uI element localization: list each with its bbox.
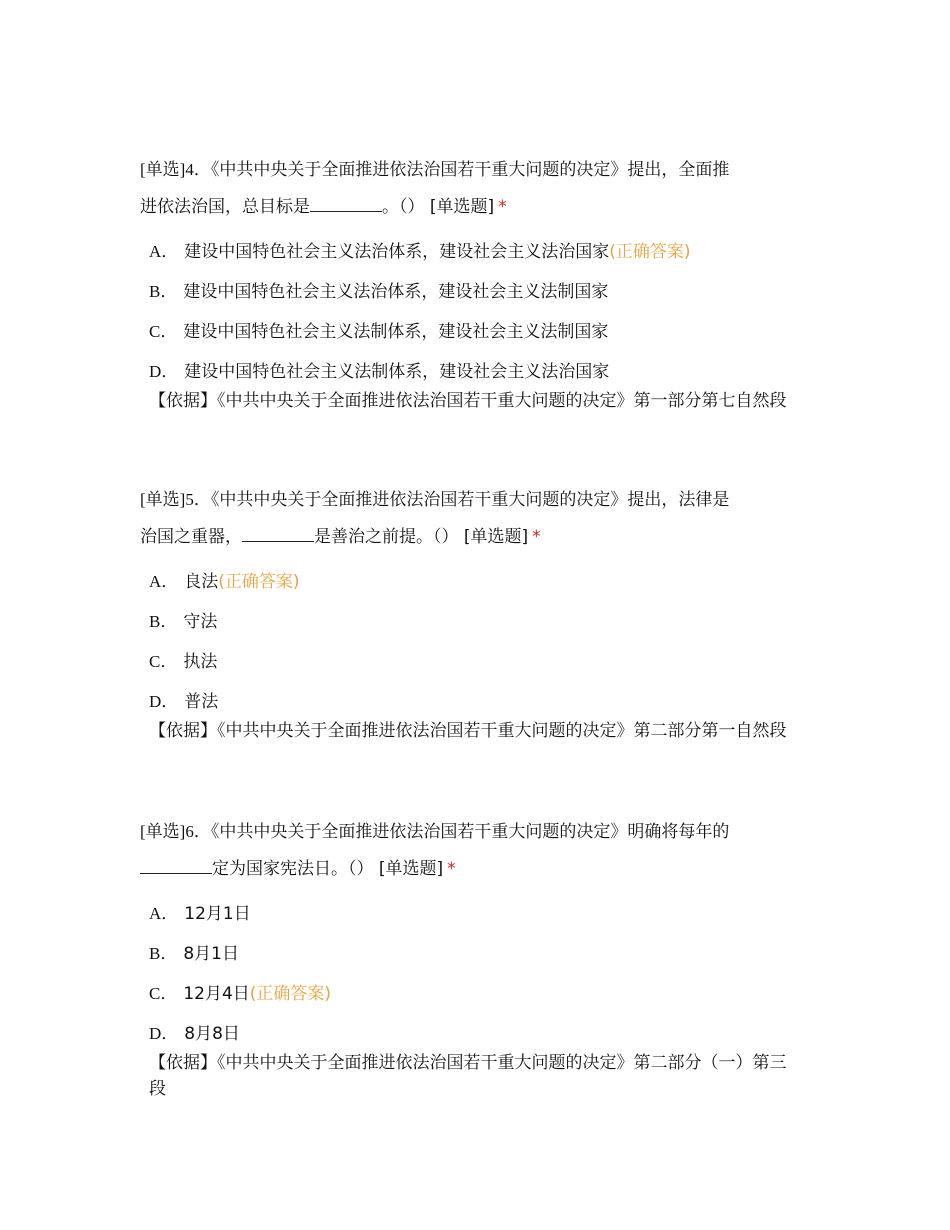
option-text: 建设中国特色社会主义法制体系，建设社会主义法治国家 bbox=[184, 362, 610, 382]
option-letter: D． bbox=[149, 692, 179, 711]
option-text: 建设中国特色社会主义法治体系，建设社会主义法治国家 bbox=[184, 242, 610, 262]
option-text: 8月1日 bbox=[183, 944, 239, 964]
option-letter: D． bbox=[149, 1024, 179, 1043]
question-type-label: [单选题] bbox=[378, 859, 444, 879]
option-d[interactable] bbox=[149, 352, 810, 392]
option-text: 12月4日 bbox=[183, 984, 250, 1004]
option-text: 守法 bbox=[183, 612, 218, 632]
option-letter: A． bbox=[149, 572, 179, 591]
option-b[interactable] bbox=[149, 272, 810, 312]
question-text-cont: 治国之重器， bbox=[140, 527, 242, 547]
question-5 bbox=[140, 481, 810, 744]
option-a[interactable] bbox=[149, 562, 810, 602]
question-text: 《中共中央关于全面推进依法治国若干重大问题的决定》提出，法律是 bbox=[210, 490, 730, 510]
question-prefix: [单选] bbox=[140, 160, 186, 179]
option-c[interactable] bbox=[149, 312, 810, 352]
options-list bbox=[149, 232, 810, 392]
option-b[interactable] bbox=[149, 602, 810, 642]
fill-blank bbox=[140, 859, 212, 874]
question-prefix: [单选] bbox=[140, 490, 186, 509]
option-text: 建设中国特色社会主义法治体系，建设社会主义法制国家 bbox=[183, 282, 609, 302]
option-letter: D． bbox=[149, 362, 179, 381]
basis-note: 【依据】《中共中央关于全面推进依法治国若干重大问题的决定》第二部分第一自然段 bbox=[149, 721, 787, 741]
fill-blank bbox=[310, 197, 382, 212]
option-a[interactable] bbox=[149, 232, 810, 272]
correct-answer-label: (正确答案) bbox=[218, 572, 300, 592]
question-text-end: 是善治之前提。（） bbox=[314, 527, 459, 547]
option-text: 12月1日 bbox=[184, 904, 251, 924]
fill-blank bbox=[242, 527, 314, 542]
option-text: 建设中国特色社会主义法制体系，建设社会主义法制国家 bbox=[183, 322, 609, 342]
option-letter: C． bbox=[149, 984, 178, 1003]
question-title bbox=[140, 481, 810, 556]
question-number: 5． bbox=[185, 490, 211, 509]
required-asterisk: * bbox=[498, 197, 507, 217]
question-4 bbox=[140, 151, 810, 414]
question-6 bbox=[140, 813, 810, 1102]
question-type-label: [单选题] bbox=[463, 527, 529, 547]
option-text: 普法 bbox=[184, 692, 219, 712]
correct-answer-label: (正确答案) bbox=[609, 242, 691, 262]
basis-note: 【依据】《中共中央关于全面推进依法治国若干重大问题的决定》第一部分第七自然段 bbox=[149, 391, 787, 411]
option-c[interactable] bbox=[149, 642, 810, 682]
option-letter: C． bbox=[149, 322, 178, 341]
required-asterisk: * bbox=[532, 527, 541, 547]
options-list bbox=[149, 562, 810, 722]
question-number: 4． bbox=[185, 160, 211, 179]
basis-note: 【依据】《中共中央关于全面推进依法治国若干重大问题的决定》第二部分（一）第三段 bbox=[149, 1053, 787, 1099]
option-b[interactable] bbox=[149, 934, 810, 974]
question-number: 6． bbox=[185, 822, 211, 841]
question-text: 《中共中央关于全面推进依法治国若干重大问题的决定》明确将每年的 bbox=[210, 822, 730, 842]
question-text: 《中共中央关于全面推进依法治国若干重大问题的决定》提出，全面推 bbox=[210, 160, 730, 180]
question-title bbox=[140, 813, 810, 888]
option-letter: A． bbox=[149, 904, 179, 923]
options-list bbox=[149, 894, 810, 1054]
option-c[interactable] bbox=[149, 974, 810, 1014]
correct-answer-label: (正确答案) bbox=[249, 984, 332, 1004]
question-text-end: 定为国家宪法日。（） bbox=[212, 859, 374, 879]
question-title bbox=[140, 151, 810, 226]
option-text: 8月8日 bbox=[184, 1024, 240, 1044]
option-text: 良法 bbox=[184, 572, 219, 592]
option-d[interactable] bbox=[149, 1014, 810, 1054]
required-asterisk: * bbox=[447, 859, 456, 879]
question-text-end: 。（） bbox=[382, 197, 425, 217]
question-type-label: [单选题] bbox=[429, 197, 495, 217]
option-a[interactable] bbox=[149, 894, 810, 934]
option-letter: B． bbox=[149, 282, 178, 301]
question-text-cont: 进依法治国，总目标是 bbox=[140, 197, 310, 217]
option-letter: C． bbox=[149, 652, 178, 671]
option-d[interactable] bbox=[149, 682, 810, 722]
option-letter: A． bbox=[149, 242, 179, 261]
option-text: 执法 bbox=[183, 652, 218, 672]
option-letter: B． bbox=[149, 612, 178, 631]
question-prefix: [单选] bbox=[140, 822, 186, 841]
option-letter: B． bbox=[149, 944, 178, 963]
